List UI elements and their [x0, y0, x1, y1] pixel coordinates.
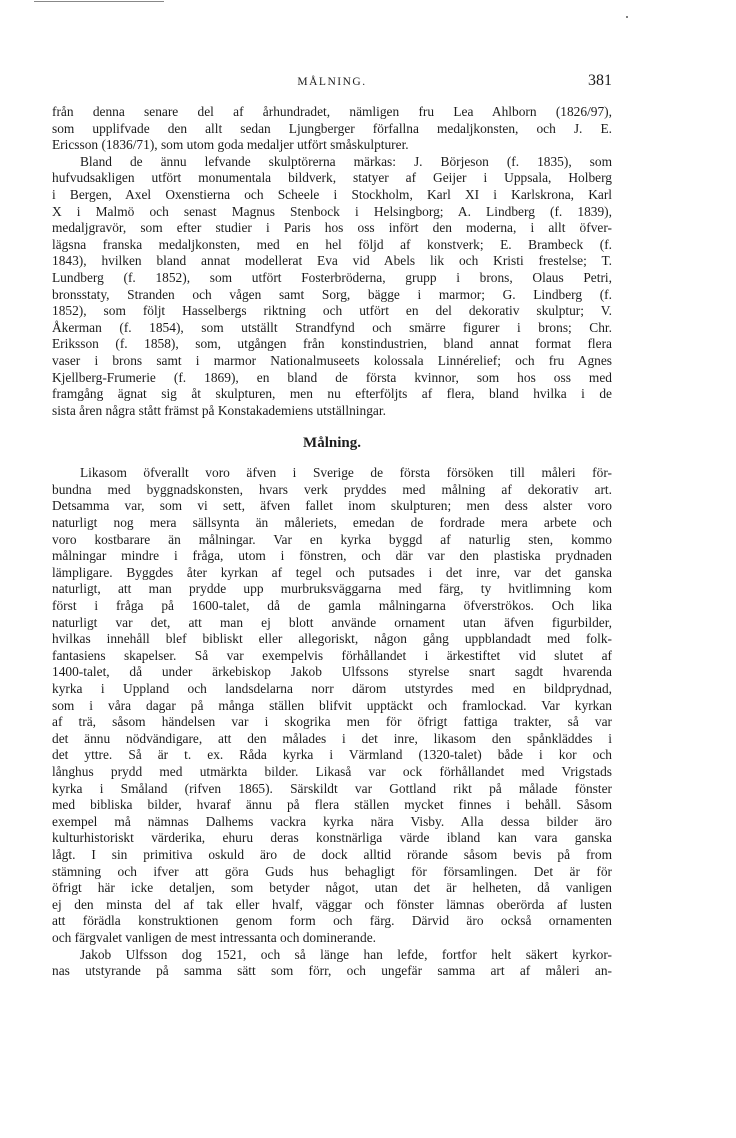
text-line: 1400-talet, då under ärkebiskop Jakob Ulfssons styrelse snart sagdt hvarenda: [52, 664, 612, 680]
text-line: som i våra dagar på många ställen blifvit upptäckt och framlockad. Var kyrkan: [52, 697, 612, 713]
text-line: Kjellberg-Frumerie (f. 1869), en bland de första kvinnor, som hos oss med: [52, 369, 612, 385]
text-line: Jakob Ulfsson dog 1521, och så länge han lefde, fortfor helt säkert kyrkor-: [80, 946, 612, 962]
text-line: målningar mindre i fråga, utom i fönstren, och där var den plastiska prydnaden: [52, 548, 612, 564]
text-line: kulturhistoriskt värderika, ehuru deras konstnärliga värde ibland kan vara ganska: [52, 830, 612, 846]
text-line: hvilkas innehåll blef bibliskt eller allegoriskt, någon gång uppblandadt med folk-: [52, 631, 612, 647]
text-line: Eriksson (f. 1858), som, utgången från konstindustrien, bland annat format flera: [52, 336, 612, 352]
text-line: X i Malmö och senast Magnus Stenbock i Helsingborg; A. Lindberg (f. 1839),: [52, 203, 612, 219]
text-line: naturligt, att man prydde upp murbruksväggarna med färg, ty hvitlimning kom: [52, 581, 612, 597]
text-line: Detsamma var, som vi sett, äfven fallet inom skulpturen; men dess alster voro: [52, 498, 612, 514]
text-line: Åkerman (f. 1854), som utställt Strandfynd och smärre figurer i brons; Chr.: [52, 319, 612, 335]
text-line: naturligt nog mera sällsynta än måleriets, emedan de fordrade mera arbete och: [52, 515, 612, 531]
text-line: exempel må nämnas Dalhems vackra kyrka nära Visby. Alla dessa bilder äro: [52, 813, 612, 829]
text-line: Bland de ännu lefvande skulptörerna märkas: J. Börjeson (f. 1835), som: [80, 153, 612, 169]
text-line: vaser i brons samt i marmor Nationalmuseets kolossala Linnérelief; och fru Agnes: [52, 352, 612, 368]
top-edge-rule: [34, 1, 164, 2]
text-line: med bibliska bilder, hvaraf ännu på flera ställen mycket finnes i behåll. Såsom: [52, 797, 612, 813]
text-line: bundna med byggnadskonsten, hvars verk pryddes med målning af dekorativ art.: [52, 481, 612, 497]
text-line: framgång ägnat sig åt skulpturen, men nu efterföljts af flera, bland hvilka i de: [52, 386, 612, 402]
text-line: Likasom öfverallt voro äfven i Sverige de första försöken till måleri för-: [80, 465, 612, 481]
text-line: stämning och ifver att göra Guds hus behagligt för församlingen. Det är för: [52, 863, 612, 879]
text-line: från denna senare del af århundradet, nämligen fru Lea Ahlborn (1826/97),: [52, 104, 612, 119]
section-heading: Målning.: [303, 435, 361, 452]
text-line: Ericsson (1836/71), som utom goda medaljer utfört småskulpturer.: [52, 137, 409, 153]
text-line: kyrka i Småland (rifven 1865). Särskildt var Gottland rikt på målade fönster: [52, 780, 612, 796]
text-line: kyrka i Uppland och landsdelarna norr därom utstyrdes med en bildprydnad,: [52, 681, 612, 696]
page-number: 381: [588, 72, 612, 89]
text-line: Lundberg (f. 1852), som utfört Fosterbröderna, grupp i brons, Olaus Petri,: [52, 269, 612, 285]
text-line: medaljgravör, som efter studier i Paris hos oss infört den moderna, i allt öfver-: [52, 220, 612, 236]
text-line: fantasiens skapelser. Så var exempelvis förhållandet i ärkestiftet vid slutet af: [52, 647, 612, 663]
text-line: naturligt var det, att man ej blott använde ornament utan äfven figurbilder,: [52, 614, 612, 630]
text-line: det yttre. Så är t. ex. Råda kyrka i Värmland (1320-talet) både i kor och: [52, 747, 612, 763]
text-line: som upplifvade den allt sedan Ljungberger förfallna medaljkonsten, och J. E.: [52, 120, 612, 136]
text-line: lämpligare. Byggdes åter kyrkan af tegel och putsades i det inre, var det ganska: [52, 564, 612, 580]
text-line: ej den minsta del af tak eller hvalf, väggar och fönster lämnas oberörda af lusten: [52, 896, 612, 912]
page-body: [52, 104, 612, 980]
text-line: lägsna franska medaljkonsten, med en hel följd af konstverk; E. Brambeck (f.: [52, 236, 612, 252]
text-line: af trä, såsom händelsen var i skogrika men för öfrigt fattiga trakter, så var: [52, 714, 612, 730]
page-header: [52, 72, 612, 96]
text-line: och färgvalet vanligen de mest intressanta och dominerande.: [52, 929, 376, 945]
text-line: 1843), hvilken bland annat modellerat Eva vid Abels lik och Kristi frestelse; T.: [52, 253, 612, 269]
speck-mark: [626, 16, 628, 18]
text-line: först i fråga på 1600-talet, då de gamla målningarna öfverströkos. Och lika: [52, 598, 612, 614]
paragraph-painting: [52, 465, 612, 979]
text-line: bronsstaty, Stranden och vågen samt Sorg, bägge i marmor; G. Lindberg (f.: [52, 286, 612, 302]
text-line: öfrigt här icke detaljen, som betyder något, utan det är helheten, då vanligen: [52, 880, 612, 896]
paragraph-sculptors: [52, 104, 612, 419]
text-line: voro kostbarare än målningar. Var en kyrka byggd af naturlig sten, kommo: [52, 531, 612, 547]
text-line: lågt. I sin primitiva oskuld äro de dock alltid rörande såsom bevis på from: [52, 846, 612, 862]
text-line: att förädla konstruktionen genom form och färg. Därvid äro också ornamenten: [52, 913, 612, 929]
text-line: 1852), som följt Hasselbergs riktning och utfört en del dekorativ skulptur; V.: [52, 303, 612, 319]
text-line: nas utstyrande på samma sätt som förr, och ungefär samma art af måleri an-: [52, 963, 612, 979]
text-line: hufvudsakligen utfört monumentala bildverk, statyer af Geijer i Uppsala, Holberg: [52, 170, 612, 186]
text-line: det ännu nödvändigare, att den målades i det inre, likasom den spånkläddes i: [52, 730, 612, 746]
text-line: sista åren några stått främst på Konstakademiens utställningar.: [52, 402, 386, 418]
running-head: MÅLNING.: [297, 76, 367, 88]
text-line: i Bergen, Axel Oxenstierna och Scheele i Stockholm, Karl XI i Karlskrona, Karl: [52, 186, 612, 202]
text-line: långhus prydd med utmärkta bilder. Likaså var ock förhållandet med Vrigstads: [52, 763, 612, 779]
